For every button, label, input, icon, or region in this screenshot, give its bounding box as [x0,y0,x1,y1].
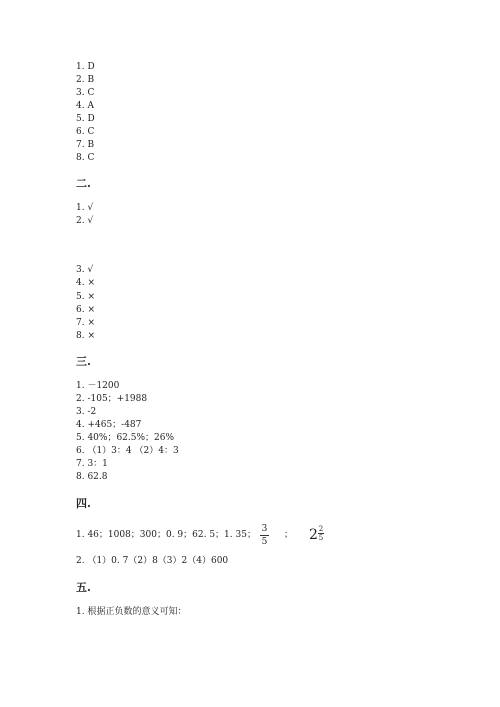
section-heading-2: 二. [76,177,91,190]
answer-2-2: 2. √ [76,216,94,226]
answer-1-8: 8. C [76,153,95,163]
answer-1-7: 7. B [76,140,95,150]
answer-3-3: 3. -2 [76,407,97,417]
fraction-bar [260,535,269,536]
answer-1-1: 1. D [76,62,95,72]
answer-3-4: 4. +465；-487 [76,420,142,430]
mixed-number-two-and-two-fifths [309,525,329,547]
answer-3-8: 8. 62.8 [76,472,108,482]
fraction-denominator: 5 [261,537,268,547]
answer-2-6: 6. × [76,305,95,315]
section-heading-5: 五. [76,581,91,594]
fraction-numerator: 3 [261,524,268,534]
mixed-whole: 2 [309,527,318,543]
section-heading-3: 三. [76,355,91,368]
answer-2-8: 8. × [76,331,95,341]
mixed-numerator: 2 [318,525,324,533]
answer-5-1: 1. 根据正负数的意义可知： [76,607,187,617]
answer-1-5: 5. D [76,114,95,124]
answer-2-1: 1. √ [76,203,94,213]
answer-1-2: 2. B [76,75,95,85]
answer-2-4: 4. × [76,278,95,288]
fraction-three-fifths [260,524,269,547]
answer-2-7: 7. × [76,318,95,328]
answer-3-7: 7. 3：1 [76,459,108,469]
answer-1-4: 4. A [76,101,94,111]
answer-2-3: 3. √ [76,265,94,275]
answer-3-6: 6. （1）3：4 （2）4：3 [76,446,179,456]
answer-4-1-separator: ； [284,530,294,540]
section-heading-4: 四. [76,497,91,510]
answer-4-1-text: 1. 46；1008；300；0. 9；62. 5；1. 35； [76,530,256,540]
answer-2-5: 5. × [76,292,95,302]
mixed-denominator: 5 [318,534,324,542]
mixed-fraction [318,525,324,542]
answer-3-1: 1. －1200 [76,381,120,391]
answer-3-5: 5. 40%；62.5%；26% [76,433,175,443]
answer-1-6: 6. C [76,127,95,137]
answer-3-2: 2. -105；+1988 [76,394,148,404]
answer-1-3: 3. C [76,88,95,98]
answer-4-2: 2. （1）0. 7（2）8（3）2（4）600 [76,556,229,566]
